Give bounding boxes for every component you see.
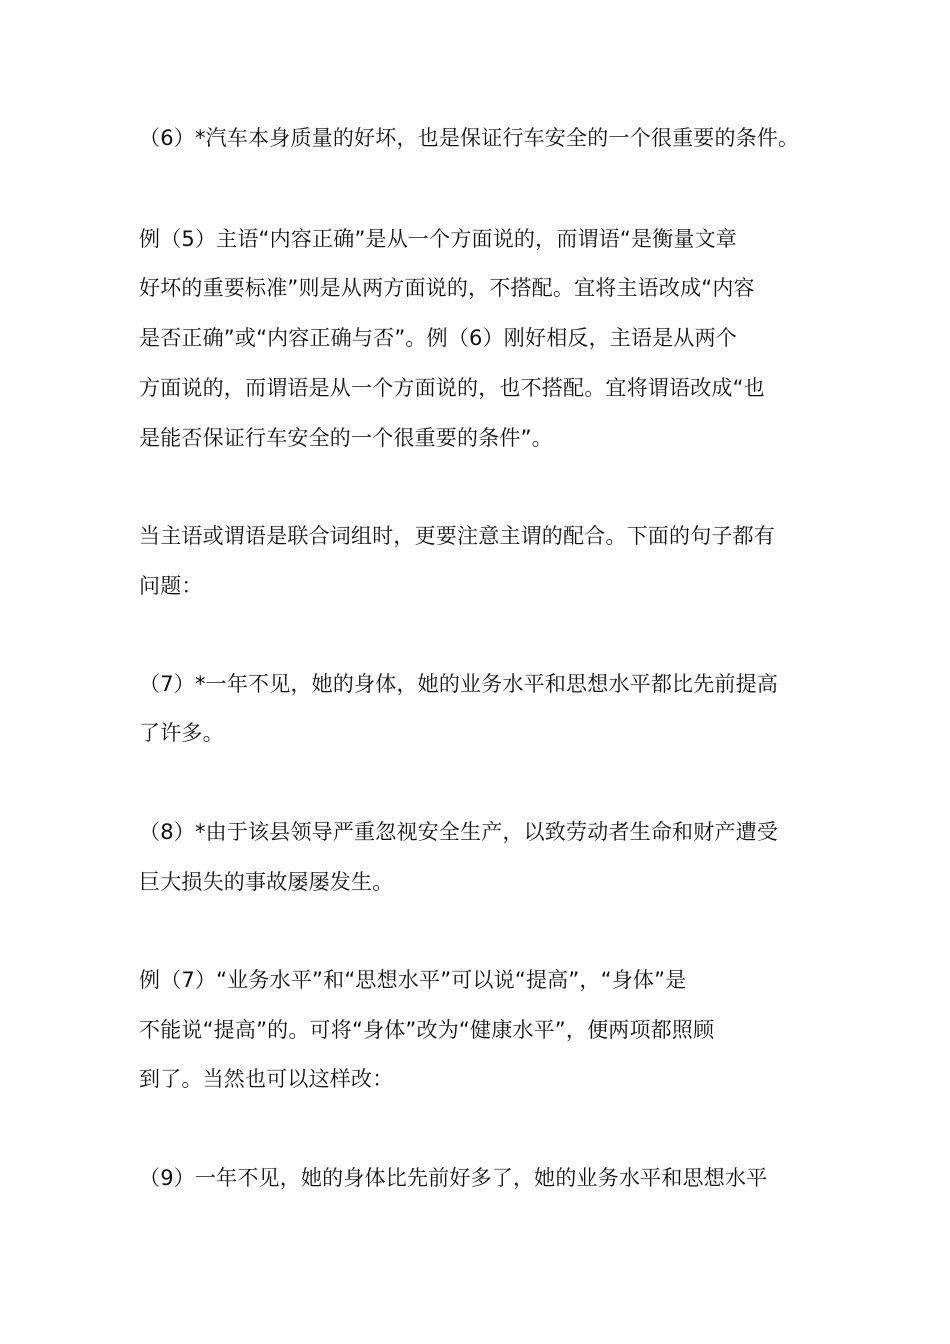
intro-line-2: 问题： [139,574,203,598]
explanation-5-6-line-2: 好坏的重要标准”则是从两方面说的，不搭配。宜将主语改成“内容 [139,276,755,300]
example-6-line-1: （6）*汽车本身质量的好坏，也是保证行车安全的一个很重要的条件。 [139,126,800,150]
explanation-5-6-line-3: 是否正确”或“内容正确与否”。例（6）刚好相反，主语是从两个 [139,326,737,350]
explanation-5-6-line-5: 是能否保证行车安全的一个很重要的条件”。 [139,426,553,450]
example-8-line-1: （8）*由于该县领导严重忽视安全生产，以致劳动者生命和财产遭受 [139,820,779,844]
explanation-7-line-1: 例（7）“业务水平”和“思想水平”可以说“提高”，“身体”是 [139,968,687,992]
explanation-5-6-line-4: 方面说的，而谓语是从一个方面说的，也不搭配。宜将谓语改成“也 [139,376,765,400]
example-7-line-1: （7）*一年不见，她的身体，她的业务水平和思想水平都比先前提高 [139,672,779,696]
example-8-line-2: 巨大损失的事故屡屡发生。 [139,870,394,894]
example-7-line-2: 了许多。 [139,721,224,745]
explanation-7-line-3: 到了。当然也可以这样改： [139,1067,394,1091]
explanation-7-line-2: 不能说“提高”的。可将“身体”改为“健康水平”，便两项都照顾 [139,1018,715,1042]
intro-line-1: 当主语或谓语是联合词组时，更要注意主谓的配合。下面的句子都有 [139,524,775,548]
example-9-line-1: （9）一年不见，她的身体比先前好多了，她的业务水平和思想水平 [139,1166,768,1190]
explanation-5-6-line-1: 例（5）主语“内容正确”是从一个方面说的，而谓语“是衡量文章 [139,227,737,251]
